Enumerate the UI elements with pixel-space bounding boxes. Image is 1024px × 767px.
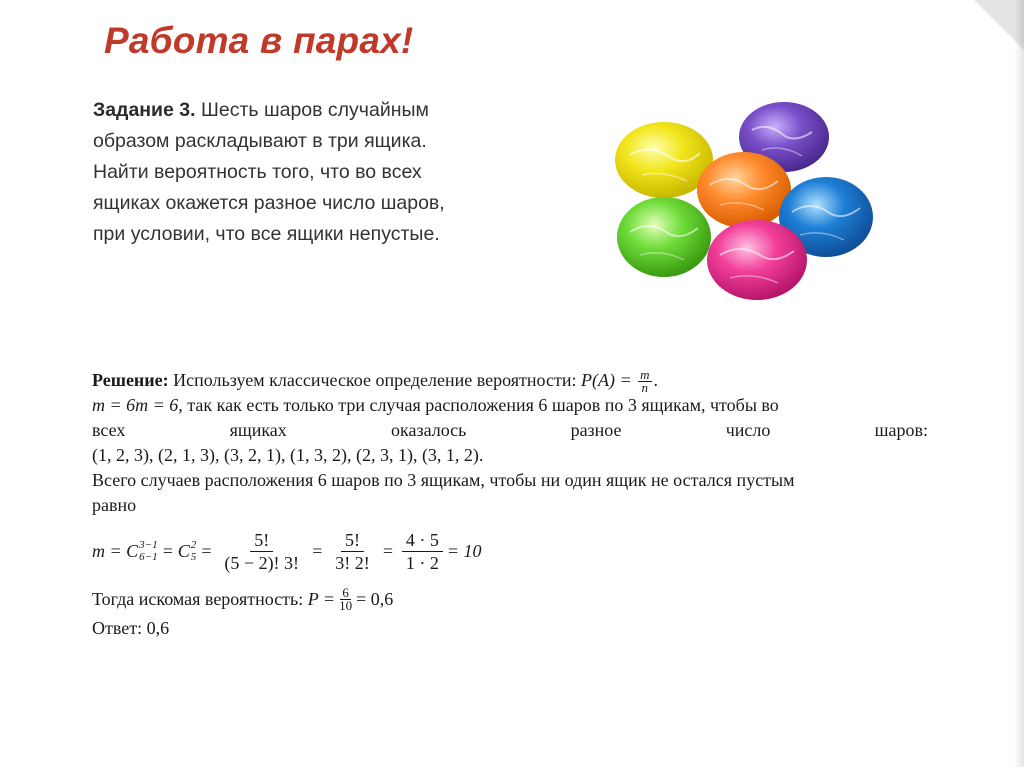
ball-green [617,197,711,277]
then-text: Тогда искомая вероятность: [92,588,304,609]
probability-definition: P(A) = [580,370,632,390]
word: всех [92,420,126,440]
word: число [725,420,771,440]
c1-indices: 3−1 6−1 [139,539,158,563]
probability-result-line [92,582,928,616]
task-body: Шесть шаров случайным образом раскладывают в три ящика. Найти вероятность того, что во всех ящиках окажется разное число шаров, при условии, что все ящики непустые. [93,99,445,245]
line-2-text: так как есть только три случая расположения 6 шаров по 3 ящикам, чтобы во [187,395,779,415]
solution-label: Решение: [92,370,169,390]
solution-line-2 [92,393,928,418]
m-value-formula: m = 6m = 6, [92,395,183,415]
combination-formula: m = C 3−1 6−1 = C 2 5 = $\frac{5!}{(5 - 2)! 3!}$ = $\frac{5!}{3! 2!}$ = $\frac{4 \cdot 5}{1 \cdot 2}$ = 10 [92,529,482,573]
page-edge-shadow [1014,0,1024,767]
colored-balls-image [612,100,882,310]
word: шаров: [874,420,928,440]
solution-intro: Используем классическое определение вероятности: [173,370,577,390]
word: оказалось [391,420,467,440]
word: ящиках [229,420,287,440]
word: разное [570,420,622,440]
solution-line-5: Всего случаев расположения 6 шаров по 3 ящикам, чтобы ни один ящик не остался пустым [92,470,795,490]
solution-line-3 [92,418,928,443]
fraction-6-over-10: $\frac{6}{10}$ [339,584,353,613]
fraction-2: $\frac{5!}{3! 2!}$ [335,529,370,573]
answer-text: Ответ: 0,6 [92,618,170,638]
then-result: = 0,6 [356,588,394,609]
fraction-3: $\frac{4 \cdot 5}{1 \cdot 2}$ [402,529,443,574]
solution-line-1: Решение: Используем классическое определение вероятности: P(A) = $\frac{m}{n}$ . [92,367,658,396]
then-lhs: P = [307,588,336,609]
formula-result: = 10 [446,540,482,561]
ball-pink [707,220,807,300]
formula-lhs: m = C [92,540,139,561]
cases-list: (1, 2, 3), (2, 1, 3), (3, 2, 1), (1, 3, 2), (2, 3, 1), (3, 1, 2). [92,445,484,465]
c2-indices: 2 5 [190,539,197,563]
fraction-1: $\frac{5!}{(5 - 2)! 3!}$ [224,529,300,573]
solution-block [92,368,928,641]
fraction-m-over-n: $\frac{m}{n}$ [640,367,650,396]
task-text-block [93,95,453,250]
solution-line-6: равно [92,495,137,515]
slide-title: Работа в парах! [104,20,414,61]
ball-orange [697,152,791,228]
task-label: Задание 3. [93,99,196,121]
